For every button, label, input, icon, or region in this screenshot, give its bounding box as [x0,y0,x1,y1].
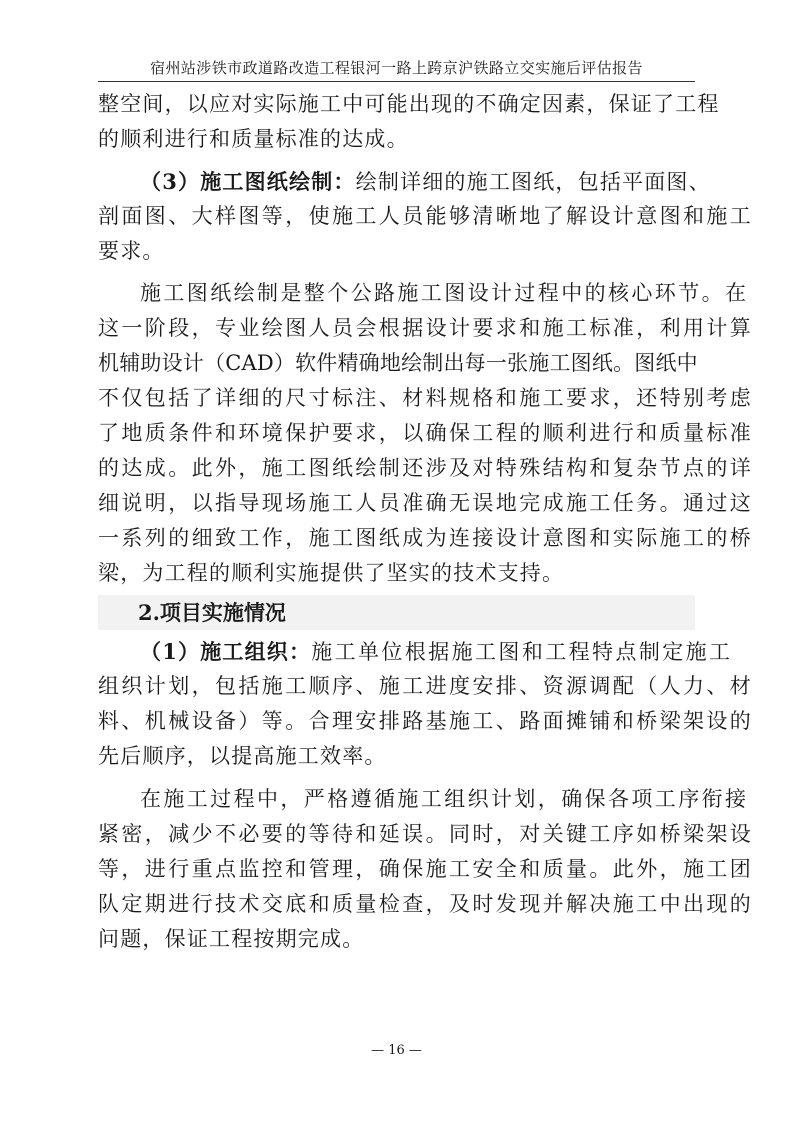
paragraph-line: 剖面图、大样图等，使施工人员能够清晰地了解设计意图和施工 [98,204,754,228]
paragraph-line: 组织计划，包括施工顺序、施工进度安排、资源调配（人力、材 [98,674,754,698]
paragraph-line: 问题，保证工程按期完成。 [98,927,365,951]
body-text [98,87,754,957]
running-header: 宿州站涉铁市政道路改造工程银河一路上跨京沪铁路立交实施后评估报告 [150,59,643,77]
paragraph-line: 这一阶段，专业绘图人员会根据设计要求和施工标准，利用计算 [98,316,754,340]
item-heading: （3）施工图纸绘制： [140,169,356,194]
paragraph-line: 料、机械设备）等。合理安排路基施工、路面摊铺和桥梁架设的 [98,709,754,733]
item-text: 绘制详细的施工图纸，包括平面图、 [355,170,711,194]
paragraph-line: 要求。 [98,239,165,263]
paragraph-line: 施工图纸绘制是整个公路施工图设计过程中的核心环节。在 [140,281,749,305]
paragraph-line: 先后顺序，以提高施工效率。 [98,744,387,768]
paragraph-line: 队定期进行技术交底和质量检查，及时发现并解决施工中出现的 [98,892,754,916]
item-heading-line [98,164,711,199]
paragraph-line: 不仅包括了详细的尺寸标注、材料规格和施工要求，还特别考虑 [98,386,754,410]
paragraph-line: 了地质条件和环境保护要求，以确保工程的顺利进行和质量标准 [98,421,754,445]
page-number: — 16 — [371,1043,422,1058]
paragraph-line: 细说明，以指导现场施工人员准确无误地完成施工任务。通过这 [98,491,754,515]
paragraph-line: 在施工过程中，严格遵循施工组织计划，确保各项工序衔接 [140,787,749,811]
paragraph-line: 的顺利进行和质量标准的达成。 [98,127,409,151]
paragraph-line: 的达成。此外，施工图纸绘制还涉及对特殊结构和复杂节点的详 [98,456,754,480]
paragraph-line: 等，进行重点监控和管理，确保施工安全和质量。此外，施工团 [98,857,754,881]
item-heading-line [98,634,733,669]
paragraph-line: 整空间，以应对实际施工中可能出现的不确定因素，保证了工程 [98,92,720,116]
header-rule [98,81,695,82]
item-heading: （1）施工组织： [140,639,312,664]
item-text: 施工单位根据施工图和工程特点制定施工 [311,640,733,664]
section-heading: 2.项目实施情况 [98,595,695,630]
paragraph-line: 梁，为工程的顺利实施提供了坚实的技术支持。 [98,561,565,585]
paragraph-line: 一系列的细致工作，施工图纸成为连接设计意图和实际施工的桥 [98,526,754,550]
paragraph-line: 机辅助设计（CAD）软件精确地绘制出每一张施工图纸。图纸中 [98,351,698,375]
paragraph-line: 紧密，减少不必要的等待和延误。同时，对关键工序如桥梁架设 [98,822,754,846]
